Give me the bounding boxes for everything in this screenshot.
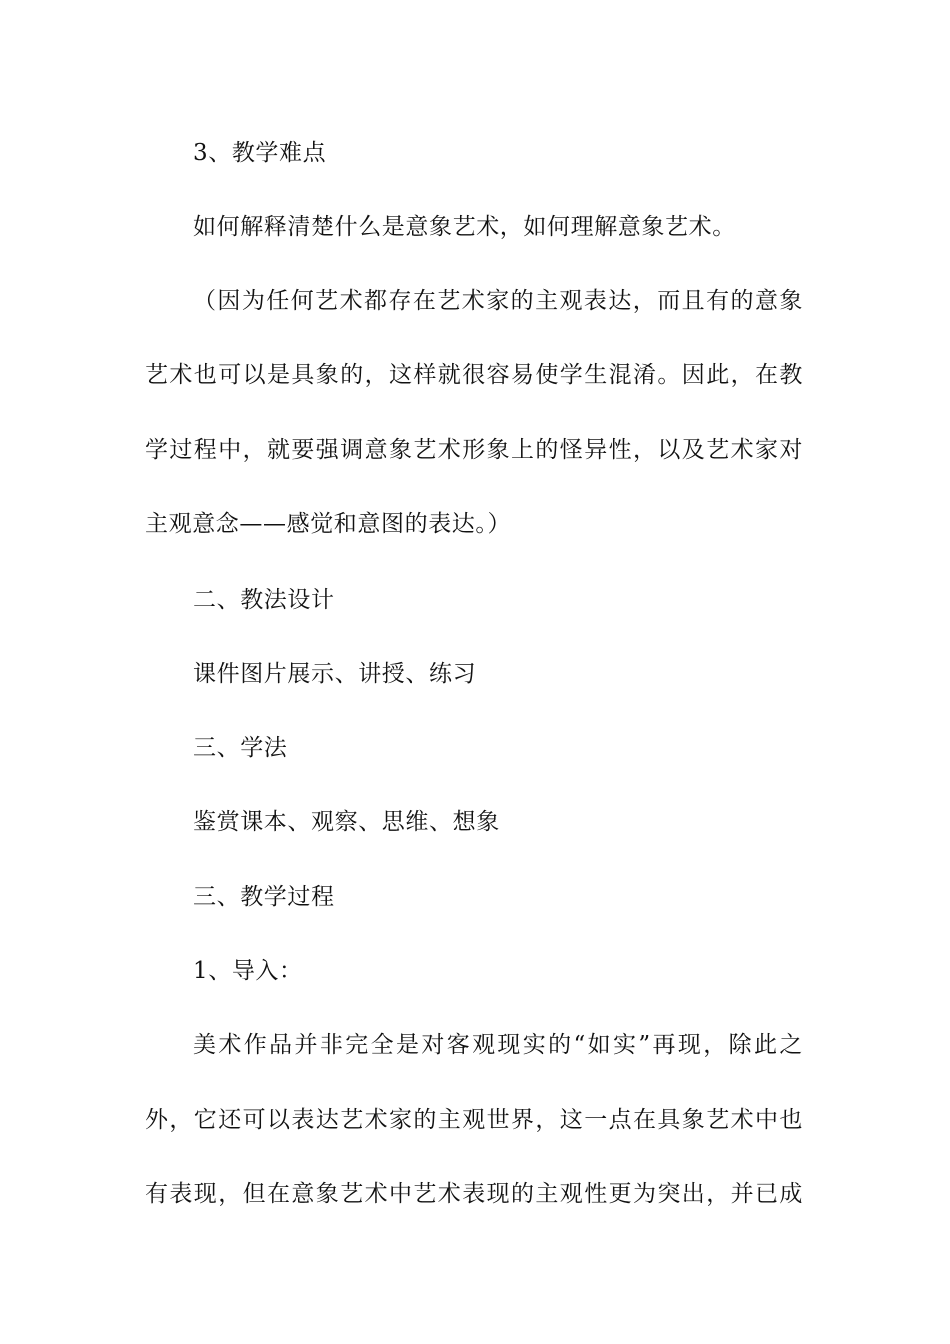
paragraph-line: 学过程中，就要强调意象艺术形象上的怪异性，以及艺术家对 (145, 437, 803, 463)
section-heading: 3、教学难点 (193, 140, 327, 166)
paragraph-line: 有表现，但在意象艺术中艺术表现的主观性更为突出，并已成 (145, 1181, 803, 1207)
paragraph-line: 艺术也可以是具象的，这样就很容易使学生混淆。因此，在教 (145, 362, 803, 388)
paragraph-line: 主观意念——感觉和意图的表达。） (145, 511, 512, 537)
section-heading: 1、导入： (193, 958, 303, 984)
paragraph-line: 课件图片展示、讲授、练习 (193, 661, 477, 687)
paragraph-line: 美术作品并非完全是对客观现实的“如实”再现，除此之 (193, 1032, 803, 1058)
paragraph-line: 鉴赏课本、观察、思维、想象 (193, 809, 500, 835)
section-heading: 二、教法设计 (193, 587, 335, 613)
section-heading: 三、教学过程 (193, 884, 335, 910)
paragraph-line: 外，它还可以表达艺术家的主观世界，这一点在具象艺术中也 (145, 1107, 803, 1133)
paragraph-line: （因为任何艺术都存在艺术家的主观表达，而且有的意象 (193, 288, 803, 314)
section-heading: 三、学法 (193, 735, 288, 761)
paragraph-line: 如何解释清楚什么是意象艺术，如何理解意象艺术。 (193, 214, 736, 240)
